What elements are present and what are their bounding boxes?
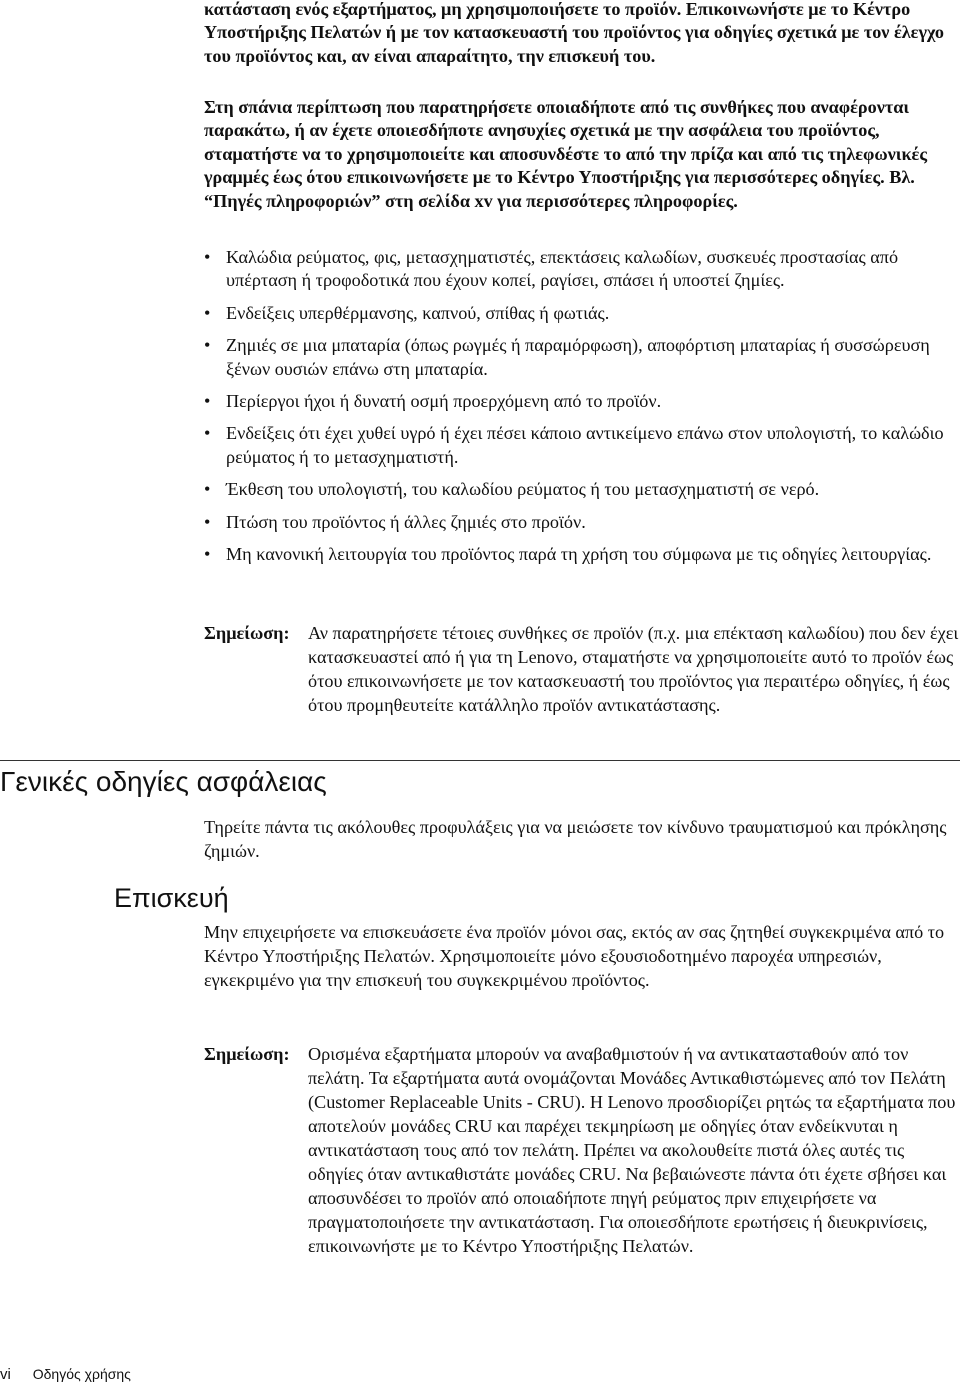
conditions-list bbox=[204, 246, 954, 575]
intro-warning-text: κατάσταση ενός εξαρτήματος, μη χρησιμοποιήσετε το προϊόν. Επικοινωνήστε με το Κέντρο Υποστήριξης Πελατών ή με τον κατασκευαστή του προϊόντος για οδηγίες σχετικά με τον έλεγχο του προϊόντος και, αν είναι απαραίτητο, την επισκευή του. bbox=[204, 0, 944, 66]
list-item: • Ενδείξεις υπερθέρμανσης, καπνού, σπίθας ή φωτιάς. bbox=[204, 302, 954, 325]
note-non-lenovo-product bbox=[204, 621, 960, 717]
bullet-icon: • bbox=[204, 302, 211, 323]
bullet-icon: • bbox=[204, 247, 211, 267]
list-item: • Περίεργοι ήχοι ή δυνατή οσμή προερχόμενη από το προϊόν. bbox=[204, 390, 954, 413]
guide-title: Οδηγός χρήσης bbox=[32, 1366, 131, 1382]
note-cru bbox=[204, 1042, 960, 1258]
note-text: Ορισμένα εξαρτήματα μπορούν να αναβαθμιστούν ή να αντικατασταθούν από τον πελάτη. Τα εξαρτήματα αυτά ονομάζονται Μονάδες Αντικαθιστώμενες από τον Πελάτη (Customer Replaceable Units - CRU). Η Lenovo προσδιορίζει ρητώς τα εξαρτήματα που αποτελούν μονάδες CRU και παρέχει τεκμηρίωση με οδηγίες όταν ενδείκνυται η αντικατάσταση τους από τον πελάτη. Πρέπει να ακολουθείτε πιστά όλες αυτές τις οδηγίες όταν αντικαθιστάτε μονάδες CRU. Να βεβαιώνεστε πάντα ότι έχετε σβήσει και αποσυνδέσει το προϊόν από οποιαδήποτε πηγή ρεύματος πριν επιχειρήσετε να πραγματοποιήσετε την αντικατάσταση. Για οποιεσδήποτε ερωτήσεις ή διευκρινίσεις, επικοινωνήστε με το Κέντρο Υποστήριξης Πελατών. bbox=[308, 1044, 956, 1256]
general-safety-text: Τηρείτε πάντα τις ακόλουθες προφυλάξεις για να μειώσετε τον κίνδυνο τραυματισμού και πρόκλησης ζημιών. bbox=[204, 817, 947, 861]
list-item: • Πτώση του προϊόντος ή άλλες ζημιές στο προϊόν. bbox=[204, 511, 954, 534]
list-item: • Έκθεση του υπολογιστή, του καλωδίου ρεύματος ή του μετασχηματιστή σε νερό. bbox=[204, 478, 954, 501]
note-label: Σημείωση: bbox=[204, 1044, 290, 1064]
note-text: Αν παρατηρήσετε τέτοιες συνθήκες σε προϊόν (π.χ. μια επέκταση καλωδίου) που δεν έχει κατασκευαστεί από ή για τη Lenovo, σταματήστε να χρησιμοποιείτε αυτό το προϊόν έως ότου επικοινωνήσετε με τον κατασκευαστή του προϊόντος για περαιτέρω οδηγίες, ή έως ότου προμηθευτείτε κατάλληλο προϊόν αντικατάστασης. bbox=[308, 623, 959, 715]
bullet-icon: • bbox=[204, 479, 211, 500]
bullet-icon: • bbox=[204, 423, 211, 444]
list-item: • Ενδείξεις ότι έχει χυθεί υγρό ή έχει πέσει κάποιο αντικείμενο επάνω στον υπολογιστή, το καλώδιο ρεύματος ή το μετασχηματιστή. bbox=[204, 423, 944, 467]
page-number: vi bbox=[0, 1366, 11, 1383]
bullet-icon: • bbox=[204, 544, 211, 565]
rare-condition-warning: Στη σπάνια περίπτωση που παρατηρήσετε οποιαδήποτε από τις συνθήκες που αναφέρονται παρακάτω, ή αν έχετε οποιεσδήποτε ανησυχίες σχετικά με την ασφάλεια του προϊόντος, σταματήστε να το χρησιμοποιείτε και αποσυνδέστε το από την πρίζα και από τις τηλεφωνικές γραμμές έως ότου επικοινωνήσετε με το Κέντρο Υποστήριξης για περισσότερες οδηγίες. Βλ. “Πηγές πληροφοριών” στη σελίδα xv για περισσότερες πληροφορίες. bbox=[204, 97, 927, 211]
subsection-heading-service: Επισκευή bbox=[114, 883, 229, 913]
list-item: • Μη κανονική λειτουργία του προϊόντος παρά τη χρήση του σύμφωνα με τις οδηγίες λειτουργίας. bbox=[204, 543, 954, 566]
note-label: Σημείωση: bbox=[204, 623, 290, 643]
bullet-icon: • bbox=[204, 511, 211, 532]
section-divider bbox=[0, 760, 960, 761]
section-heading-general-safety: Γενικές οδηγίες ασφάλειας bbox=[0, 766, 327, 797]
page-footer bbox=[0, 1364, 131, 1385]
list-item: • Καλώδια ρεύματος, φις, μετασχηματιστές, επεκτάσεις καλωδίων, συσκευές προστασίας από υπέρταση ή τροφοδοτικά που έχουν κοπεί, ραγίσει, σπάσει ή υποστεί ζημίες. bbox=[204, 247, 899, 291]
bullet-icon: • bbox=[204, 335, 211, 356]
bullet-icon: • bbox=[204, 391, 211, 412]
list-item: • Ζημιές σε μια μπαταρία (όπως ρωγμές ή παραμόρφωση), αποφόρτιση μπαταρίας ή συσσώρευση ξένων ουσιών επάνω στη μπαταρία. bbox=[204, 335, 930, 379]
service-text: Μην επιχειρήσετε να επισκευάσετε ένα προϊόν μόνοι σας, εκτός αν σας ζητηθεί συγκεκριμένα από το Κέντρο Υποστήριξης Πελατών. Χρησιμοποιείτε μόνο εξουσιοδοτημένο παροχέα υπηρεσιών, εγκεκριμένο για την επισκευή του συγκεκριμένου προϊόντος. bbox=[204, 922, 945, 990]
